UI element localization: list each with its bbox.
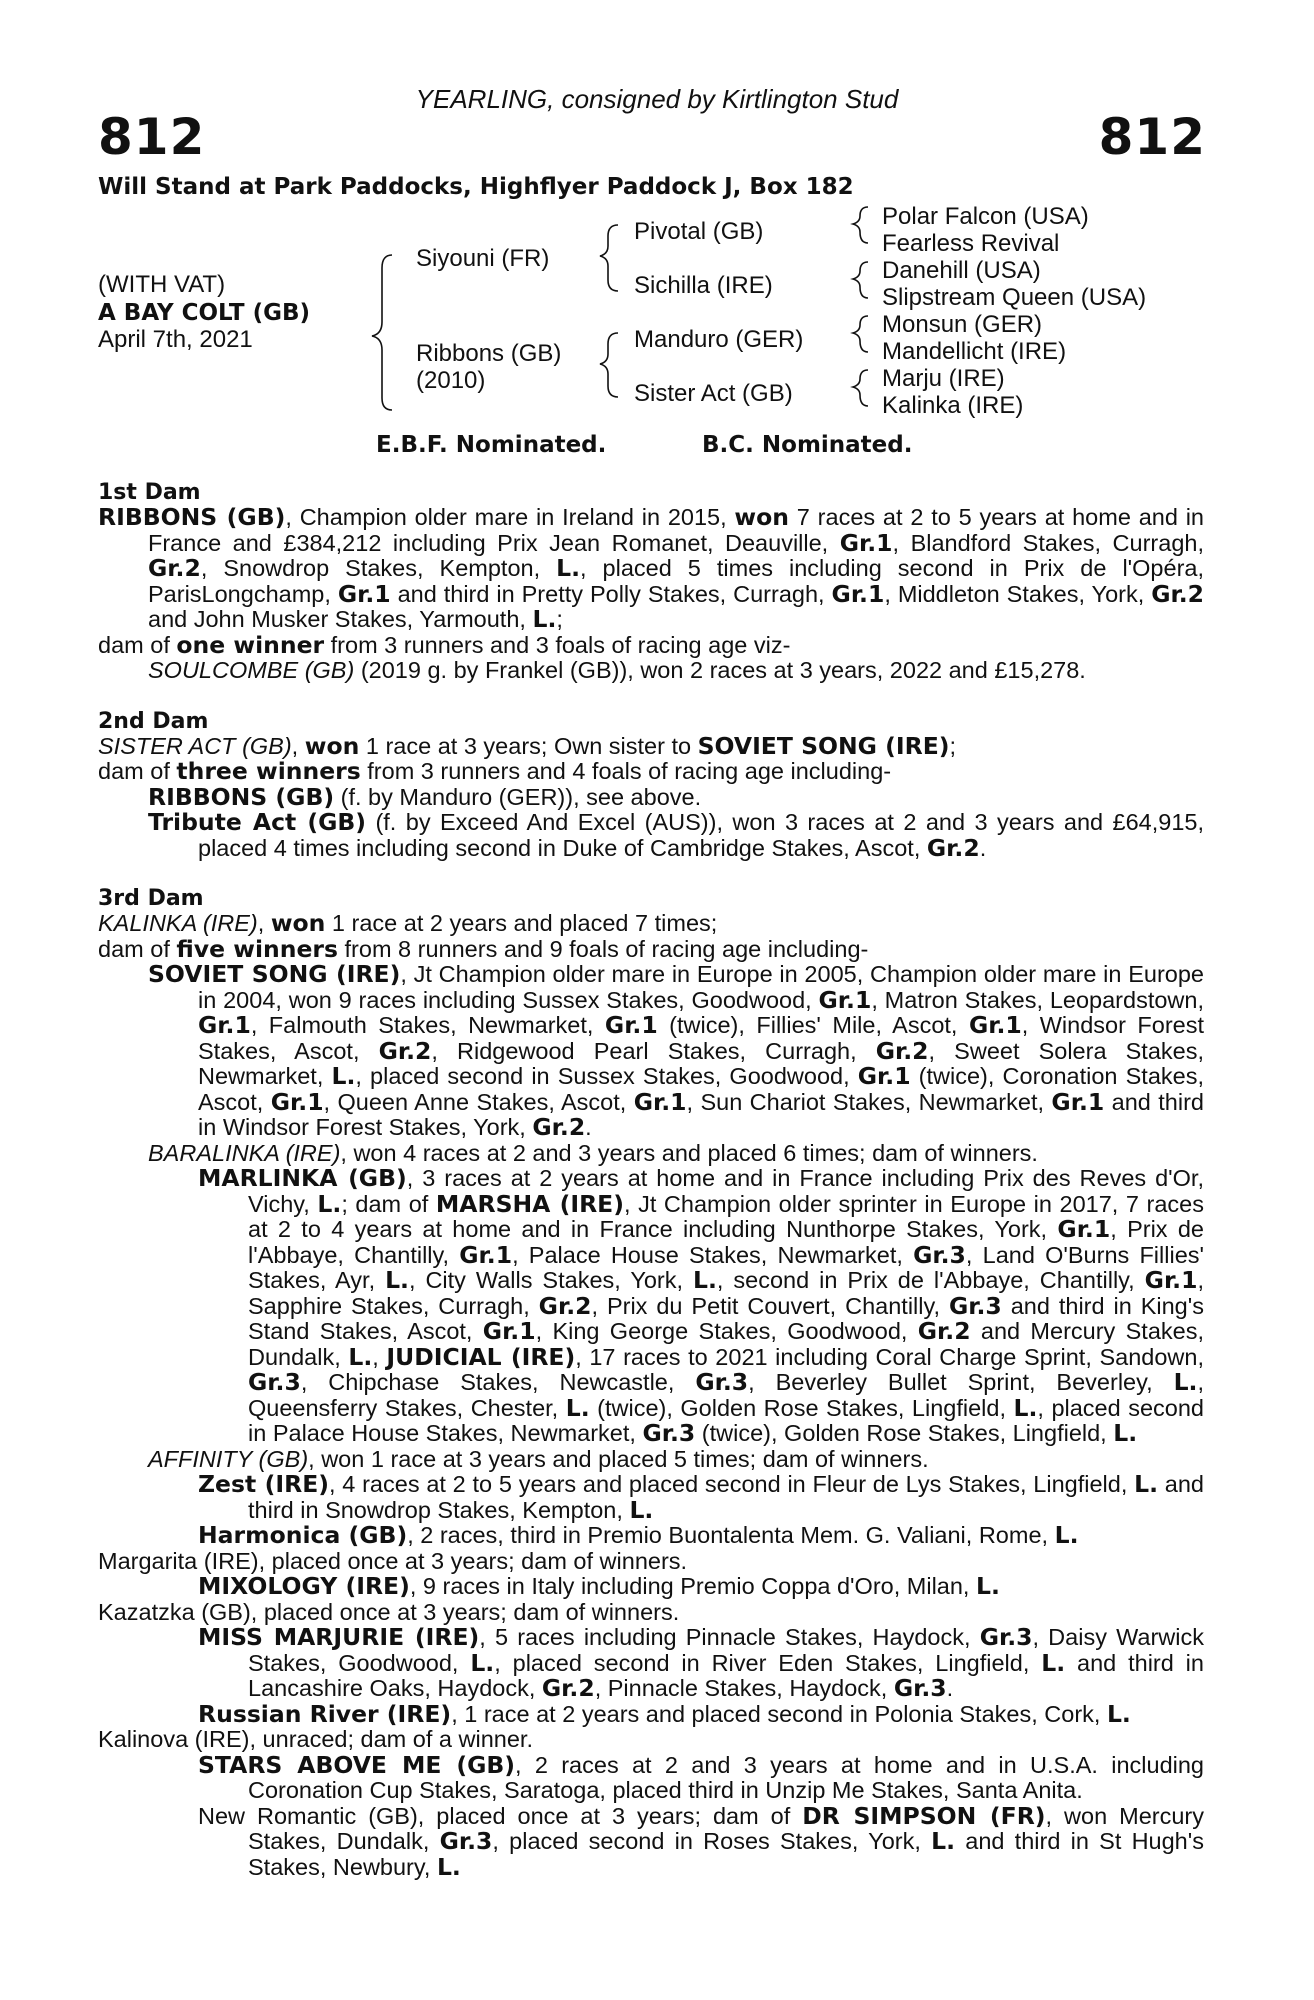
- italic-run: KALINKA (IRE): [98, 910, 258, 936]
- sire-dam: Sichilla (IRE): [634, 272, 773, 299]
- bold-run: L.: [470, 1648, 495, 1677]
- text-run: , Sapphire Stakes, Curragh,: [248, 1267, 1204, 1319]
- text-run: dam of: [98, 631, 177, 658]
- vat-note: (WITH VAT): [98, 271, 226, 298]
- text-run: , placed second in Palace House Stakes, Newmarket,: [248, 1394, 1204, 1446]
- family-entry: [98, 731, 1204, 760]
- consignor-line: YEARLING, consigned by Kirtlington Stud: [415, 84, 899, 114]
- bold-run: Gr.2: [541, 1674, 595, 1702]
- foaling-date: April 7th, 2021: [98, 326, 253, 353]
- text-run: dam of: [98, 935, 177, 962]
- bold-run: Gr.1: [482, 1317, 536, 1345]
- bold-run: Gr.3: [642, 1419, 696, 1447]
- text-run: , placed 5 times including second in Prix de l'Opéra, ParisLongchamp,: [148, 555, 1204, 607]
- text-run: , 9 races in Italy including Premio Coppa d'Oro, Milan,: [409, 1573, 976, 1599]
- bold-run: L.: [1173, 1368, 1198, 1396]
- bold-run: L.: [317, 1189, 342, 1218]
- family-entry: [98, 911, 1204, 937]
- family-history: [98, 480, 1204, 1880]
- text-run: ,: [372, 1343, 387, 1370]
- bold-run: Gr.2: [926, 833, 980, 862]
- text-run: (twice), Fillies' Mile, Ascot,: [657, 1012, 969, 1038]
- bold-run: Gr.1: [604, 1011, 658, 1039]
- ggp-4: Slipstream Queen (USA): [882, 284, 1147, 311]
- text-run: , Jt Champion older sprinter in Europe in 2017, 7 races at 2 to 4 years at home and in France including Nunthorpe Stakes, York,: [248, 1190, 1204, 1242]
- bold-run: MARLINKA (GB): [198, 1164, 407, 1192]
- text-run: , Falmouth Stakes, Newmarket,: [250, 1012, 605, 1038]
- ggp-1: Polar Falcon (USA): [882, 203, 1089, 230]
- text-run: and third in Windsor Forest Stakes, York,: [198, 1088, 1204, 1140]
- family-entry: [198, 1625, 1204, 1702]
- section-heading: 1st Dam: [98, 480, 201, 505]
- bold-run: Gr.3: [979, 1623, 1033, 1651]
- text-run: and third in St Hugh's Stakes, Newbury,: [248, 1828, 1204, 1880]
- text-run: , King George Stakes, Goodwood,: [535, 1318, 918, 1344]
- bold-run: L.: [976, 1572, 1000, 1600]
- ggp-6: Mandellicht (IRE): [882, 338, 1067, 365]
- text-run: (twice), Golden Rose Stakes, Lingfield,: [695, 1420, 1114, 1446]
- section-gap: [98, 861, 1204, 886]
- family-entry: [198, 1699, 1204, 1728]
- bold-run: Russian River (IRE): [198, 1699, 452, 1728]
- bold-run: Gr.1: [633, 1087, 687, 1116]
- text-run: , Champion older mare in Ireland in 2015,: [285, 504, 735, 530]
- bold-run: Gr.2: [917, 1317, 971, 1345]
- family-entry: [198, 1472, 1204, 1523]
- text-run: , Windsor Forest Stakes, Ascot,: [198, 1012, 1204, 1064]
- stand-location: Will Stand at Park Paddocks, Highflyer Paddock J, Box 182: [98, 174, 854, 200]
- bold-run: Gr.3: [948, 1291, 1002, 1320]
- bold-run: L.: [1113, 1419, 1138, 1447]
- italic-run: SISTER ACT (GB): [98, 732, 292, 759]
- ggp-5: Monsun (GER): [882, 311, 1043, 338]
- bold-run: L.: [331, 1062, 356, 1090]
- dam-dam: Sister Act (GB): [634, 380, 793, 407]
- text-run: (f. by Manduro (GER)), see above.: [334, 783, 702, 810]
- family-entry: [148, 1447, 1204, 1473]
- text-run: , 17 races to 2021 including Coral Charge Sprint, Sandown,: [575, 1343, 1204, 1370]
- bold-run: SOVIET SONG (IRE): [148, 960, 401, 988]
- text-run: , second in Prix de l'Abbaye, Chantilly,: [716, 1267, 1145, 1293]
- section-heading: 2nd Dam: [98, 708, 209, 734]
- text-run: , Chipchase Stakes, Newcastle,: [300, 1369, 696, 1395]
- bold-run: L.: [692, 1266, 717, 1294]
- text-run: Kalinova (IRE), unraced; dam of a winner.: [98, 1726, 533, 1752]
- text-run: and third in Snowdrop Stakes, Kempton,: [248, 1471, 1204, 1523]
- lot-number-right: 812: [1098, 108, 1206, 166]
- bold-run: STARS ABOVE ME (GB): [198, 1750, 516, 1779]
- text-run: ,: [291, 732, 305, 759]
- text-run: , Palace House Stakes, Newmarket,: [512, 1241, 914, 1268]
- family-entry: [98, 759, 1204, 785]
- text-run: , Ridgewood Pearl Stakes, Curragh,: [431, 1037, 876, 1064]
- text-run: , 2 races, third in Premio Buontalenta Mem. G. Valiani, Rome,: [407, 1522, 1055, 1548]
- italic-run: AFFINITY (GB): [148, 1445, 309, 1472]
- text-run: .: [979, 834, 987, 861]
- bold-run: L.: [556, 554, 581, 582]
- bold-run: Tribute Act (GB): [148, 808, 367, 836]
- bold-run: Gr.1: [857, 1062, 911, 1090]
- bold-run: L.: [629, 1495, 654, 1524]
- text-run: (2019 g. by Frankel (GB)), won 2 races at 3 years, 2022 and £15,278.: [354, 657, 1086, 683]
- text-run: , Queen Anne Stakes, Ascot,: [323, 1088, 634, 1115]
- section-heading: 3rd Dam: [98, 886, 204, 911]
- text-run: , placed second in River Eden Stakes, Lingfield,: [494, 1649, 1042, 1676]
- bold-run: won: [304, 731, 360, 760]
- bold-run: L.: [565, 1393, 590, 1422]
- text-run: and third in King's Stand Stakes, Ascot,: [248, 1292, 1204, 1344]
- text-run: , 5 races including Pinnacle Stakes, Haydock,: [479, 1624, 980, 1650]
- bold-run: Gr.2: [1151, 579, 1204, 608]
- text-run: , Pinnacle Stakes, Haydock,: [594, 1675, 894, 1701]
- text-run: (f. by Exceed And Excel (AUS)), won 3 races at 2 and 3 years and £64,915, placed 4 times including second in Duke of Cambridge Stakes, Ascot,: [198, 809, 1204, 861]
- text-run: , Prix du Petit Couvert, Chantilly,: [591, 1292, 949, 1319]
- text-run: , won 4 races at 2 and 3 years and placed 6 times; dam of winners.: [340, 1139, 1038, 1166]
- bold-run: L.: [436, 1852, 461, 1881]
- family-entry: [148, 658, 1204, 684]
- text-run: .: [585, 1114, 592, 1140]
- text-run: , won Mercury Stakes, Dundalk,: [248, 1802, 1204, 1854]
- text-run: from 3 runners and 4 foals of racing age including-: [360, 758, 892, 784]
- bold-run: three winners: [176, 757, 361, 785]
- text-run: 7 races at 2 to 5 years at home and in France and £384,212 including Prix Jean Romanet, Deauville,: [148, 504, 1204, 556]
- family-entry: [148, 1141, 1204, 1167]
- ggp-2: Fearless Revival: [882, 230, 1060, 257]
- text-run: , 4 races at 2 to 5 years and placed second in Fleur de Lys Stakes, Lingfield,: [328, 1471, 1135, 1497]
- bold-run: Gr.3: [439, 1827, 493, 1855]
- text-run: and third in Pretty Polly Stakes, Curragh,: [390, 580, 832, 607]
- text-run: (twice), Coronation Stakes, Ascot,: [198, 1063, 1204, 1115]
- bold-run: Zest (IRE): [198, 1470, 329, 1498]
- family-entry: [198, 1574, 1204, 1600]
- text-run: ; dam of: [341, 1190, 436, 1217]
- family-entry: [198, 1166, 1204, 1447]
- text-run: .: [946, 1675, 954, 1701]
- family-entry: [148, 782, 1204, 811]
- bold-run: won: [270, 909, 326, 937]
- bold-run: Gr.2: [875, 1036, 929, 1065]
- ggp-8: Kalinka (IRE): [882, 392, 1024, 419]
- dam: Ribbons (GB): [416, 340, 562, 367]
- bold-run: Gr.2: [378, 1036, 432, 1065]
- text-run: , placed second in Roses Stakes, York,: [492, 1828, 932, 1854]
- text-run: 1 race at 2 years and placed 7 times;: [325, 910, 718, 936]
- bold-run: L.: [1013, 1393, 1038, 1422]
- bold-run: L.: [931, 1827, 956, 1855]
- section-gap: [98, 684, 1204, 709]
- text-run: , Queensferry Stakes, Chester,: [248, 1369, 1204, 1421]
- text-run: 1 race at 3 years; Own sister to: [359, 732, 698, 759]
- text-run: , placed second in Sussex Stakes, Goodwood,: [355, 1063, 858, 1089]
- family-entry: [98, 1549, 1204, 1575]
- text-run: , City Walls Stakes, York,: [408, 1267, 693, 1293]
- bold-run: L.: [1134, 1470, 1159, 1498]
- bold-run: Gr.1: [968, 1011, 1022, 1039]
- bold-run: JUDICIAL (IRE): [386, 1342, 576, 1371]
- bold-run: Gr.1: [1144, 1266, 1198, 1294]
- text-run: , 2 races at 2 and 3 years at home and in U.S.A. including Coronation Cup Stakes, Saratoga, placed third in Unzip Me Stakes, Santa Anita.: [248, 1751, 1204, 1803]
- bold-run: Gr.3: [248, 1368, 301, 1396]
- text-run: and Mercury Stakes, Dundalk,: [248, 1318, 1204, 1370]
- text-run: , Matron Stakes, Leopardstown,: [871, 986, 1204, 1013]
- bold-run: L.: [1106, 1699, 1131, 1728]
- text-run: , 3 races at 2 years at home and in France including Prix des Reves d'Or, Vichy,: [248, 1165, 1204, 1217]
- ebf-nomination: E.B.F. Nominated.: [376, 432, 607, 458]
- family-entry: [198, 1750, 1204, 1804]
- family-entry: [98, 630, 1204, 659]
- family-entry: [198, 1523, 1204, 1549]
- text-run: , won 1 race at 3 years and placed 5 times; dam of winners.: [308, 1445, 929, 1472]
- text-run: and third in Lancashire Oaks, Haydock,: [248, 1649, 1204, 1701]
- bold-run: Harmonica (GB): [198, 1521, 408, 1549]
- text-run: dam of: [98, 758, 177, 784]
- bold-run: L.: [532, 605, 557, 633]
- text-run: from 8 runners and 9 foals of racing age including-: [337, 935, 869, 962]
- text-run: from 3 runners and 3 foals of racing age viz-: [324, 631, 791, 658]
- text-run: ,: [257, 910, 271, 936]
- text-run: , Snowdrop Stakes, Kempton,: [200, 555, 557, 581]
- family-entry: [198, 1801, 1204, 1881]
- lot-number-left: 812: [98, 108, 206, 166]
- bold-run: Gr.1: [831, 579, 885, 608]
- dam-year: (2010): [416, 367, 486, 394]
- bold-run: Gr.1: [1051, 1087, 1105, 1116]
- text-run: (twice), Golden Rose Stakes, Lingfield,: [589, 1394, 1014, 1421]
- bold-run: Gr.1: [818, 985, 872, 1014]
- sire: Siyouni (FR): [416, 245, 550, 272]
- bold-run: L.: [1054, 1521, 1079, 1549]
- family-entry: [98, 1727, 1204, 1753]
- text-run: Margarita (IRE), placed once at 3 years; dam of winners.: [98, 1547, 688, 1574]
- bold-run: Gr.1: [198, 1011, 251, 1039]
- text-run: , Land O'Burns Fillies' Stakes, Ayr,: [248, 1241, 1204, 1293]
- bold-run: Gr.1: [337, 579, 391, 608]
- bold-run: L.: [385, 1266, 409, 1294]
- bold-run: RIBBONS (GB): [148, 782, 335, 811]
- horse-name: A BAY COLT (GB): [98, 300, 311, 326]
- bold-run: one winner: [176, 630, 325, 659]
- text-run: Kazatzka (GB), placed once at 3 years; dam of winners.: [98, 1598, 680, 1625]
- family-entry: [98, 934, 1204, 963]
- bold-run: MISS MARJURIE (IRE): [198, 1623, 480, 1651]
- text-run: New Romantic (GB), placed once at 3 years; dam of: [198, 1802, 803, 1829]
- text-run: , Jt Champion older mare in Europe in 2005, Champion older mare in Europe in 2004, won 9 races including Sussex Stakes, Goodwood,: [198, 961, 1204, 1013]
- bold-run: MIXOLOGY (IRE): [198, 1572, 410, 1600]
- text-run: , Sweet Solera Stakes, Newmarket,: [198, 1037, 1204, 1089]
- text-run: , Blandford Stakes, Curragh,: [892, 529, 1204, 556]
- bold-run: Gr.1: [459, 1240, 513, 1269]
- family-entry: [148, 962, 1204, 1141]
- family-entry: [148, 810, 1204, 861]
- bold-run: Gr.1: [1057, 1215, 1111, 1243]
- bold-run: won: [734, 503, 790, 531]
- bold-run: Gr.1: [839, 528, 893, 557]
- text-run: , Beverley Bullet Sprint, Beverley,: [748, 1369, 1174, 1395]
- text-run: , Middleton Stakes, York,: [884, 580, 1152, 607]
- sire-sire: Pivotal (GB): [634, 218, 764, 245]
- text-run: , Sun Chariot Stakes, Newmarket,: [686, 1088, 1052, 1115]
- bold-run: SOVIET SONG (IRE): [697, 731, 950, 760]
- ggp-3: Danehill (USA): [882, 257, 1041, 284]
- bold-run: Gr.3: [893, 1674, 947, 1702]
- bold-run: Gr.2: [538, 1291, 592, 1320]
- bold-run: Gr.1: [270, 1087, 324, 1116]
- family-entry: [98, 505, 1204, 633]
- text-run: , Daisy Warwick Stakes, Goodwood,: [248, 1624, 1204, 1676]
- italic-run: BARALINKA (IRE): [148, 1139, 341, 1166]
- family-entry: [98, 1600, 1204, 1626]
- text-run: ;: [556, 606, 563, 632]
- text-run: and John Musker Stakes, Yarmouth,: [148, 606, 533, 632]
- text-run: ;: [949, 732, 957, 759]
- bold-run: Gr.3: [695, 1368, 749, 1396]
- text-run: , 1 race at 2 years and placed second in Polonia Stakes, Cork,: [451, 1700, 1107, 1727]
- bold-run: L.: [348, 1342, 373, 1371]
- bc-nomination: B.C. Nominated.: [702, 432, 913, 458]
- dam-sire: Manduro (GER): [634, 326, 804, 353]
- bold-run: L.: [1041, 1648, 1066, 1677]
- bold-run: five winners: [176, 934, 338, 963]
- bold-run: Gr.2: [148, 554, 201, 582]
- text-run: , Prix de l'Abbaye, Chantilly,: [248, 1216, 1204, 1268]
- bold-run: RIBBONS (GB): [98, 503, 286, 531]
- italic-run: SOULCOMBE (GB): [148, 657, 355, 683]
- bold-run: DR SIMPSON (FR): [802, 1801, 1046, 1830]
- bold-run: Gr.2: [532, 1113, 586, 1141]
- ggp-7: Marju (IRE): [882, 365, 1005, 392]
- bold-run: MARSHA (IRE): [435, 1189, 624, 1218]
- bold-run: Gr.3: [913, 1240, 966, 1269]
